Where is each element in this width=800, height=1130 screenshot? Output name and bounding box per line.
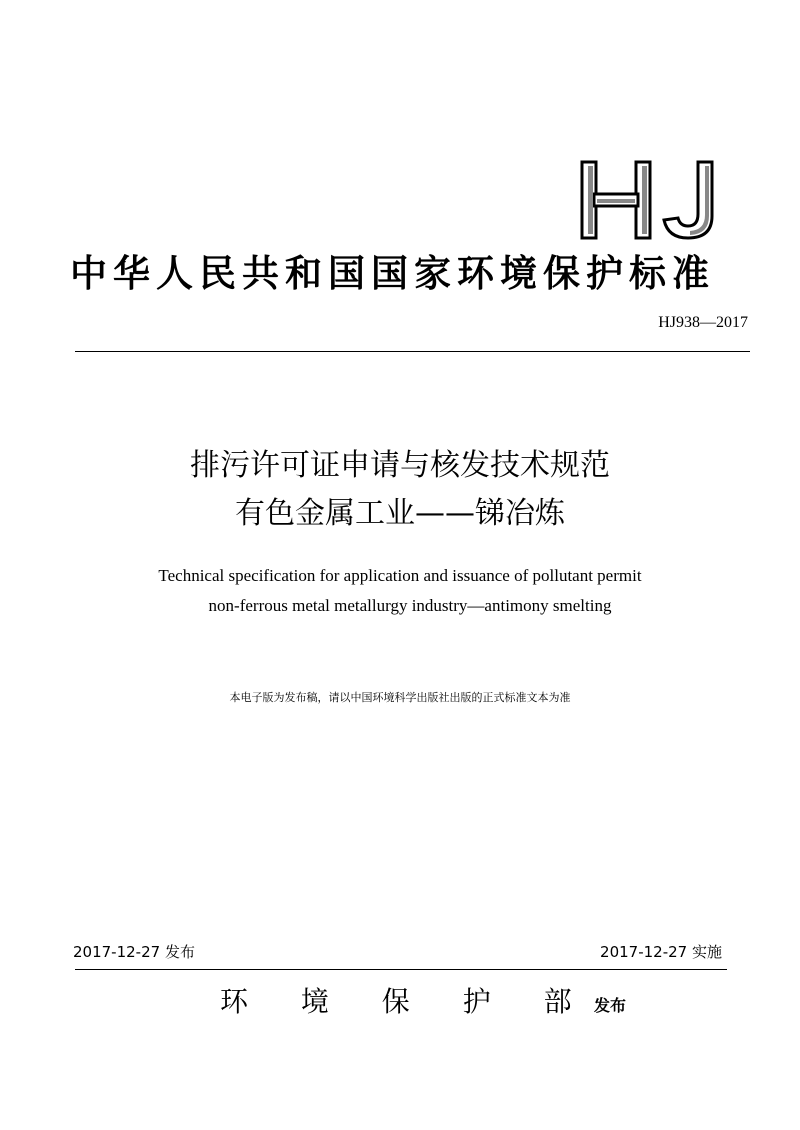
english-title-line-1: Technical specification for application and issuance of pollutant permit (158, 566, 642, 585)
chinese-title-line-1: 排污许可证申请与核发技术规范 (190, 448, 610, 483)
implementation-date: 2017-12-27 实施 (600, 943, 722, 961)
standard-category-title: 中华人民共和国国家环境保护标准 (70, 251, 715, 295)
english-title-line-2: non-ferrous metal metallurgy industry—antimony smelting (208, 596, 612, 615)
edition-note: 本电子版为发布稿，请以中国环境科学出版社出版的正式标准文本为准 (229, 691, 571, 704)
issue-date: 2017-12-27 发布 (73, 943, 195, 961)
hj-logo-icon (578, 158, 718, 242)
footer-divider (75, 969, 727, 970)
header-divider (75, 351, 750, 352)
chinese-title-line-2: 有色金属工业——锑冶炼 (235, 496, 565, 531)
issuing-authority: 环 境 保 护 部 (220, 985, 594, 1018)
issue-action-label: 发布 (594, 996, 627, 1015)
standard-number: HJ938—2017 (658, 314, 748, 331)
